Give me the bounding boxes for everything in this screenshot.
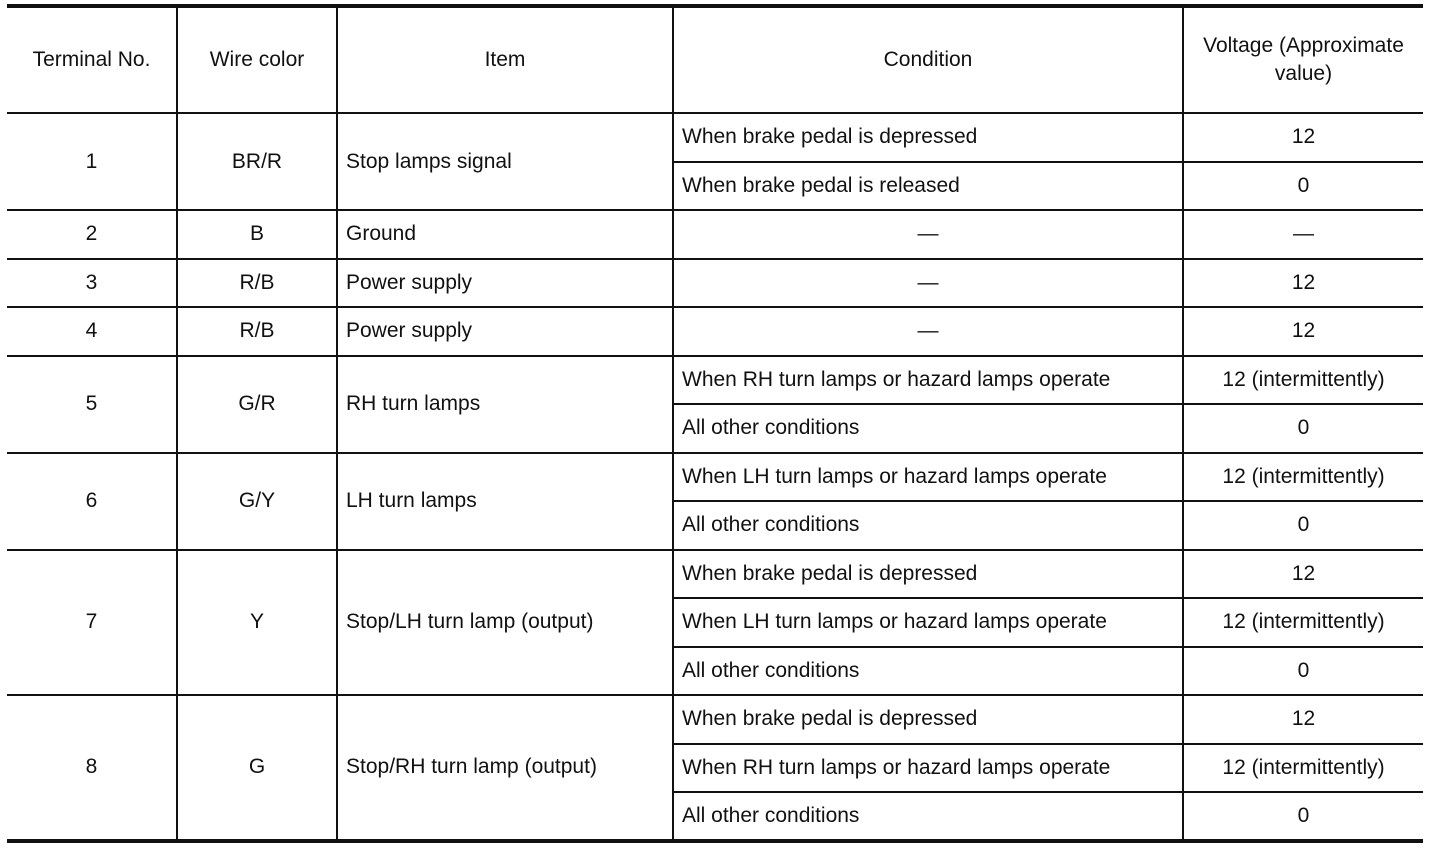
voltage-cell: 0 [1183,647,1423,696]
table-row [7,695,1423,744]
terminal-no-cell: 7 [7,550,177,696]
item-cell: RH turn lamps [337,356,673,453]
voltage-cell: 12 [1183,307,1423,356]
voltage-cell: 0 [1183,501,1423,550]
wire-color-cell: R/B [177,259,337,308]
condition-cell: — [673,210,1183,259]
table-row [7,259,1423,308]
condition-cell: All other conditions [673,404,1183,453]
condition-cell: When brake pedal is released [673,162,1183,211]
item-cell: Ground [337,210,673,259]
voltage-cell: 12 (intermittently) [1183,598,1423,647]
condition-cell: All other conditions [673,501,1183,550]
voltage-cell: 12 (intermittently) [1183,356,1423,405]
table-body [7,113,1423,841]
condition-cell: All other conditions [673,647,1183,696]
terminal-no-cell: 3 [7,259,177,308]
item-cell: Stop lamps signal [337,113,673,210]
terminal-no-cell: 1 [7,113,177,210]
voltage-cell: 0 [1183,792,1423,841]
voltage-cell: 12 [1183,550,1423,599]
table-row [7,356,1423,405]
voltage-cell: 12 [1183,259,1423,308]
header-wire-color: Wire color [177,6,337,113]
voltage-cell: 12 (intermittently) [1183,453,1423,502]
voltage-cell: 0 [1183,162,1423,211]
item-cell: Power supply [337,307,673,356]
item-cell: LH turn lamps [337,453,673,550]
wire-color-cell: G/Y [177,453,337,550]
wire-color-cell: Y [177,550,337,696]
header-item: Item [337,6,673,113]
condition-cell: When RH turn lamps or hazard lamps operate [673,356,1183,405]
voltage-cell: 0 [1183,404,1423,453]
item-cell: Power supply [337,259,673,308]
voltage-cell: — [1183,210,1423,259]
condition-cell: When LH turn lamps or hazard lamps operate [673,453,1183,502]
wire-color-cell: R/B [177,307,337,356]
condition-cell: When brake pedal is depressed [673,695,1183,744]
terminal-no-cell: 5 [7,356,177,453]
table-row [7,307,1423,356]
item-cell: Stop/RH turn lamp (output) [337,695,673,841]
table-row [7,550,1423,599]
terminal-spec-sheet [7,4,1423,843]
voltage-cell: 12 (intermittently) [1183,744,1423,793]
condition-cell: When brake pedal is depressed [673,550,1183,599]
terminal-no-cell: 2 [7,210,177,259]
header-condition: Condition [673,6,1183,113]
condition-cell: — [673,307,1183,356]
voltage-cell: 12 [1183,113,1423,162]
table-row [7,453,1423,502]
header-terminal-no: Terminal No. [7,6,177,113]
terminal-no-cell: 8 [7,695,177,841]
condition-cell: When LH turn lamps or hazard lamps operate [673,598,1183,647]
condition-cell: When brake pedal is depressed [673,113,1183,162]
wire-color-cell: BR/R [177,113,337,210]
terminal-no-cell: 4 [7,307,177,356]
wire-color-cell: B [177,210,337,259]
condition-cell: All other conditions [673,792,1183,841]
condition-cell: — [673,259,1183,308]
condition-cell: When RH turn lamps or hazard lamps operate [673,744,1183,793]
table-row [7,113,1423,162]
terminal-no-cell: 6 [7,453,177,550]
voltage-cell: 12 [1183,695,1423,744]
wire-color-cell: G [177,695,337,841]
header-row [7,6,1423,113]
wire-color-cell: G/R [177,356,337,453]
terminal-voltage-table [7,4,1423,843]
item-cell: Stop/LH turn lamp (output) [337,550,673,696]
table-row [7,210,1423,259]
header-voltage: Voltage (Approximate value) [1183,6,1423,113]
